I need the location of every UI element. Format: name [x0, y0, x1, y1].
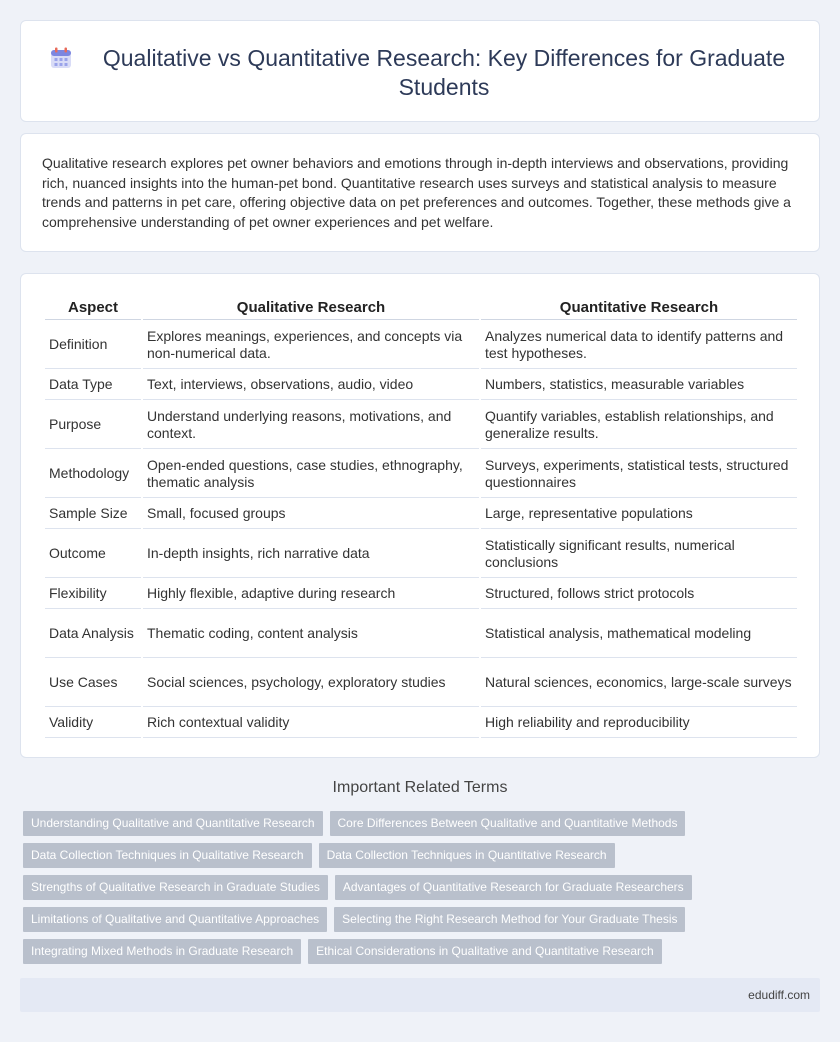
header-quantitative: Quantitative Research	[481, 296, 797, 320]
table-row	[45, 322, 797, 369]
table-row	[45, 531, 797, 578]
row-qualitative: Explores meanings, experiences, and concepts via non-numerical data.	[143, 322, 479, 369]
row-qualitative: Social sciences, psychology, exploratory studies	[143, 660, 479, 707]
header-aspect: Aspect	[45, 296, 141, 320]
table-row	[45, 402, 797, 449]
row-aspect: Data Analysis	[45, 611, 141, 658]
row-qualitative: Small, focused groups	[143, 500, 479, 529]
related-term-tag[interactable]: Advantages of Quantitative Research for Graduate Researchers	[335, 875, 692, 900]
related-term-tag[interactable]: Data Collection Techniques in Quantitative Research	[319, 843, 615, 868]
row-quantitative: Structured, follows strict protocols	[481, 580, 797, 609]
related-terms-heading: Important Related Terms	[332, 779, 508, 796]
related-term-tag[interactable]: Strengths of Qualitative Research in Graduate Studies	[23, 875, 328, 900]
comparison-table-card	[20, 273, 820, 758]
table-row	[45, 451, 797, 498]
row-qualitative: In-depth insights, rich narrative data	[143, 531, 479, 578]
row-quantitative: Large, representative populations	[481, 500, 797, 529]
row-qualitative: Highly flexible, adaptive during research	[143, 580, 479, 609]
row-quantitative: Quantify variables, establish relationships, and generalize results.	[481, 402, 797, 449]
row-qualitative: Thematic coding, content analysis	[143, 611, 479, 658]
row-aspect: Definition	[45, 322, 141, 369]
title-card	[20, 20, 820, 122]
intro-card	[20, 133, 820, 252]
related-term-tag[interactable]: Selecting the Right Research Method for Your Graduate Thesis	[334, 907, 685, 932]
row-aspect: Data Type	[45, 371, 141, 400]
row-aspect: Sample Size	[45, 500, 141, 529]
row-qualitative: Text, interviews, observations, audio, video	[143, 371, 479, 400]
table-row	[45, 660, 797, 707]
related-term-tag[interactable]: Understanding Qualitative and Quantitative Research	[23, 811, 323, 836]
related-term-tag[interactable]: Data Collection Techniques in Qualitative Research	[23, 843, 312, 868]
row-aspect: Validity	[45, 709, 141, 738]
row-quantitative: Statistically significant results, numerical conclusions	[481, 531, 797, 578]
row-aspect: Flexibility	[45, 580, 141, 609]
table-row	[45, 611, 797, 658]
row-aspect: Use Cases	[45, 660, 141, 707]
row-qualitative: Rich contextual validity	[143, 709, 479, 738]
row-qualitative: Open-ended questions, case studies, ethnography, thematic analysis	[143, 451, 479, 498]
header-qualitative: Qualitative Research	[143, 296, 479, 320]
page-title: Qualitative vs Quantitative Research: Key Differences for Graduate Students	[102, 45, 786, 100]
row-quantitative: Surveys, experiments, statistical tests, structured questionnaires	[481, 451, 797, 498]
related-terms-list	[23, 811, 803, 971]
related-term-tag[interactable]: Core Differences Between Qualitative and Quantitative Methods	[330, 811, 686, 836]
table-row	[45, 580, 797, 609]
row-quantitative: High reliability and reproducibility	[481, 709, 797, 738]
row-quantitative: Statistical analysis, mathematical modeling	[481, 611, 797, 658]
row-quantitative: Numbers, statistics, measurable variables	[481, 371, 797, 400]
table-row	[45, 709, 797, 738]
footer-site-link[interactable]: edudiff.com	[748, 988, 810, 1002]
row-aspect: Methodology	[45, 451, 141, 498]
footer	[20, 978, 820, 1012]
table-row	[45, 500, 797, 529]
intro-paragraph: Qualitative research explores pet owner behaviors and emotions through in-depth interviews and observations, providing rich, nuanced insights into the human-pet bond. Quantitative research uses surveys and statistical analysis to measure trends and patterns in pet care, offering objective data on pet preferences and outcomes. Together, these methods give a comprehensive understanding of pet owner experiences and pet welfare.	[42, 155, 791, 230]
row-quantitative: Natural sciences, economics, large-scale surveys	[481, 660, 797, 707]
table-row	[45, 371, 797, 400]
table-header-row	[45, 296, 797, 320]
row-aspect: Purpose	[45, 402, 141, 449]
related-term-tag[interactable]: Limitations of Qualitative and Quantitative Approaches	[23, 907, 327, 932]
row-quantitative: Analyzes numerical data to identify patterns and test hypotheses.	[481, 322, 797, 369]
row-qualitative: Understand underlying reasons, motivations, and context.	[143, 402, 479, 449]
related-term-tag[interactable]: Ethical Considerations in Qualitative and Quantitative Research	[308, 939, 662, 964]
row-aspect: Outcome	[45, 531, 141, 578]
related-term-tag[interactable]: Integrating Mixed Methods in Graduate Research	[23, 939, 301, 964]
comparison-table	[43, 294, 799, 740]
